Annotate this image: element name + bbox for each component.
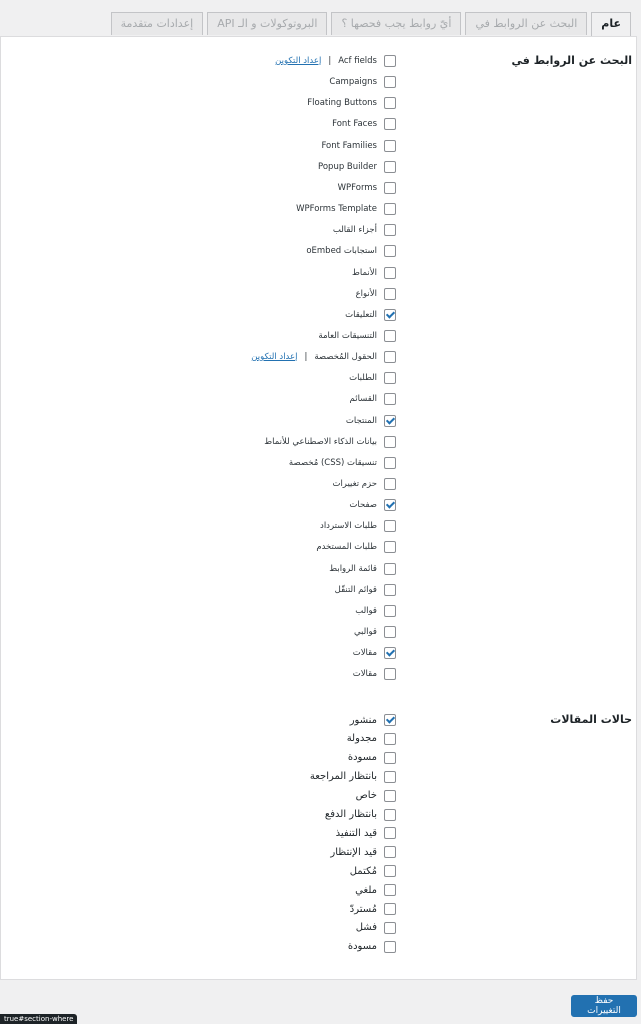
option-row[interactable] <box>316 539 396 555</box>
option-row[interactable] <box>338 180 396 196</box>
option-row[interactable] <box>345 307 396 323</box>
tab-search-in[interactable]: البحث عن الروابط في <box>465 12 587 35</box>
option-label: طلبات الاسترداد <box>320 521 377 532</box>
option-checkbox[interactable] <box>384 478 396 490</box>
option-label: قوائم التنقّل <box>334 584 377 595</box>
option-checkbox[interactable] <box>384 267 396 279</box>
option-checkbox[interactable] <box>384 161 396 173</box>
option-label: WPForms Template <box>296 204 377 215</box>
status-section-title: حالات المقالات <box>550 713 632 726</box>
option-label: التنسيقات العامة <box>318 330 377 341</box>
option-row[interactable] <box>350 863 396 879</box>
option-checkbox[interactable] <box>384 436 396 448</box>
option-checkbox[interactable] <box>384 351 396 363</box>
option-label: مقالات <box>352 669 377 680</box>
configure-link[interactable]: إعداد التكوين <box>251 352 298 363</box>
option-checkbox[interactable] <box>384 771 396 783</box>
option-label: الأنواع <box>355 288 377 299</box>
option-row[interactable] <box>306 243 396 259</box>
option-label: طلبات المستخدم <box>316 542 377 553</box>
option-row[interactable] <box>275 53 396 69</box>
option-row[interactable] <box>335 582 396 598</box>
option-label: قائمة الروابط <box>329 563 377 574</box>
option-checkbox[interactable] <box>384 865 396 877</box>
option-row[interactable] <box>332 476 396 492</box>
option-row[interactable] <box>350 391 396 407</box>
option-checkbox[interactable] <box>384 499 396 511</box>
option-label: Acf fields <box>338 56 377 66</box>
option-checkbox[interactable] <box>384 372 396 384</box>
settings-tabs <box>0 12 641 36</box>
option-label: قوالب <box>355 605 377 616</box>
option-row[interactable] <box>348 750 396 766</box>
option-row[interactable] <box>353 645 396 661</box>
option-checkbox[interactable] <box>384 203 396 215</box>
option-checkbox[interactable] <box>384 647 396 659</box>
option-row[interactable] <box>333 222 396 238</box>
option-label: الأنماط <box>352 267 377 278</box>
option-label: مقالات <box>352 648 377 659</box>
option-checkbox[interactable] <box>384 922 396 934</box>
search-section-title: البحث عن الروابط في <box>511 54 632 67</box>
option-row[interactable] <box>320 518 396 534</box>
option-label: مُكتمل <box>349 865 377 877</box>
option-label: القسائم <box>349 394 377 405</box>
status-bar-url: true#section-where <box>0 1014 77 1024</box>
option-row[interactable] <box>346 413 396 429</box>
option-checkbox[interactable] <box>384 809 396 821</box>
option-row[interactable] <box>355 603 396 619</box>
option-row[interactable] <box>352 265 396 281</box>
option-row[interactable] <box>354 624 396 640</box>
option-checkbox[interactable] <box>384 884 396 896</box>
option-label: مسودة <box>347 941 377 953</box>
option-row[interactable] <box>330 844 396 860</box>
option-row[interactable] <box>321 138 396 154</box>
option-label: Campaigns <box>329 77 377 88</box>
option-row[interactable] <box>264 434 396 450</box>
option-checkbox[interactable] <box>384 182 396 194</box>
option-row[interactable] <box>347 731 396 747</box>
option-row[interactable] <box>350 901 396 917</box>
option-label: Font Families <box>321 140 377 151</box>
option-label: فشل <box>355 922 377 934</box>
option-checkbox[interactable] <box>384 827 396 839</box>
option-label: مسودة <box>347 752 377 764</box>
option-checkbox[interactable] <box>384 668 396 680</box>
option-checkbox[interactable] <box>384 309 396 321</box>
option-row[interactable] <box>310 769 396 785</box>
configure-link[interactable]: إعداد التكوين <box>275 56 322 66</box>
option-checkbox[interactable] <box>384 733 396 745</box>
option-row[interactable] <box>318 328 396 344</box>
option-label: قوالبي <box>353 627 377 638</box>
option-label: المنتجات <box>345 415 377 426</box>
option-label: بيانات الذكاء الاصطناعي للأنماط <box>264 436 377 447</box>
option-row[interactable] <box>356 286 396 302</box>
tab-which-links[interactable]: أيّ روابط يجب فحصها ؟ <box>331 12 461 35</box>
option-checkbox[interactable] <box>384 903 396 915</box>
option-checkbox[interactable] <box>384 224 396 236</box>
option-checkbox[interactable] <box>384 288 396 300</box>
option-row[interactable] <box>356 788 396 804</box>
option-label: قيد الإنتظار <box>330 846 377 858</box>
option-checkbox[interactable] <box>384 790 396 802</box>
option-row[interactable] <box>349 497 396 513</box>
option-label: خاص <box>355 790 377 802</box>
option-row[interactable] <box>318 159 396 175</box>
option-checkbox[interactable] <box>384 245 396 257</box>
option-checkbox[interactable] <box>384 541 396 553</box>
tab-general[interactable]: عام <box>591 12 631 37</box>
option-label: Popup Builder <box>318 161 377 172</box>
separator: | <box>328 56 332 66</box>
option-label: مجدولة <box>346 733 377 745</box>
option-label: مُستردّ <box>349 903 377 915</box>
option-row[interactable] <box>329 561 396 577</box>
option-checkbox[interactable] <box>384 55 396 67</box>
option-row[interactable] <box>348 939 396 955</box>
option-label: Font Faces <box>332 119 377 130</box>
option-label: ملغي <box>355 884 377 896</box>
option-label: بانتظار المراجعة <box>309 771 377 783</box>
option-checkbox[interactable] <box>384 584 396 596</box>
option-checkbox[interactable] <box>384 457 396 469</box>
settings-panel <box>0 36 637 980</box>
option-row[interactable] <box>296 201 396 217</box>
option-row[interactable] <box>353 666 396 682</box>
option-row[interactable] <box>350 712 396 728</box>
option-checkbox[interactable] <box>384 941 396 953</box>
option-checkbox[interactable] <box>384 415 396 427</box>
option-label: الحقول المُخصصة <box>314 352 377 363</box>
option-label: بانتظار الدفع <box>324 809 377 820</box>
option-checkbox[interactable] <box>384 330 396 342</box>
option-checkbox[interactable] <box>384 140 396 152</box>
option-label: استجابات oEmbed <box>306 246 377 257</box>
option-checkbox[interactable] <box>384 393 396 405</box>
option-checkbox[interactable] <box>384 520 396 532</box>
option-label: أجزاء القالب <box>332 225 377 236</box>
option-label: صفحات <box>349 500 377 511</box>
option-checkbox[interactable] <box>384 563 396 575</box>
option-label: تنسيقات (CSS) مُخصصة <box>288 457 377 468</box>
option-checkbox[interactable] <box>384 76 396 88</box>
option-label: WPForms <box>337 182 377 193</box>
option-label: Floating Buttons <box>307 98 377 109</box>
tab-advanced[interactable]: إعدادات متقدمة <box>111 12 204 35</box>
option-row[interactable] <box>251 349 396 365</box>
option-checkbox[interactable] <box>384 714 396 726</box>
option-checkbox[interactable] <box>384 605 396 617</box>
option-checkbox[interactable] <box>384 97 396 109</box>
option-label: منشور <box>349 714 377 726</box>
option-row[interactable] <box>325 807 396 823</box>
option-row[interactable] <box>355 882 396 898</box>
option-checkbox[interactable] <box>384 118 396 130</box>
save-changes-button[interactable]: حفظ التغييرات <box>571 995 637 1017</box>
option-label: قيد التنفيذ <box>335 827 377 839</box>
option-label: الطلبات <box>349 373 377 384</box>
option-row[interactable] <box>356 920 396 936</box>
option-row[interactable] <box>349 370 396 386</box>
option-label: حزم تغييرات <box>332 479 377 489</box>
option-checkbox[interactable] <box>384 752 396 764</box>
option-row[interactable] <box>332 116 396 132</box>
option-row[interactable] <box>307 95 396 111</box>
option-label: التعليقات <box>345 309 377 320</box>
tab-protocols-api[interactable]: البروتوكولات و الـ API <box>207 12 327 35</box>
option-checkbox[interactable] <box>384 626 396 638</box>
option-checkbox[interactable] <box>384 846 396 858</box>
separator: | <box>304 352 308 363</box>
option-row[interactable] <box>289 455 396 471</box>
option-row[interactable] <box>336 825 396 841</box>
option-row[interactable] <box>329 74 396 90</box>
